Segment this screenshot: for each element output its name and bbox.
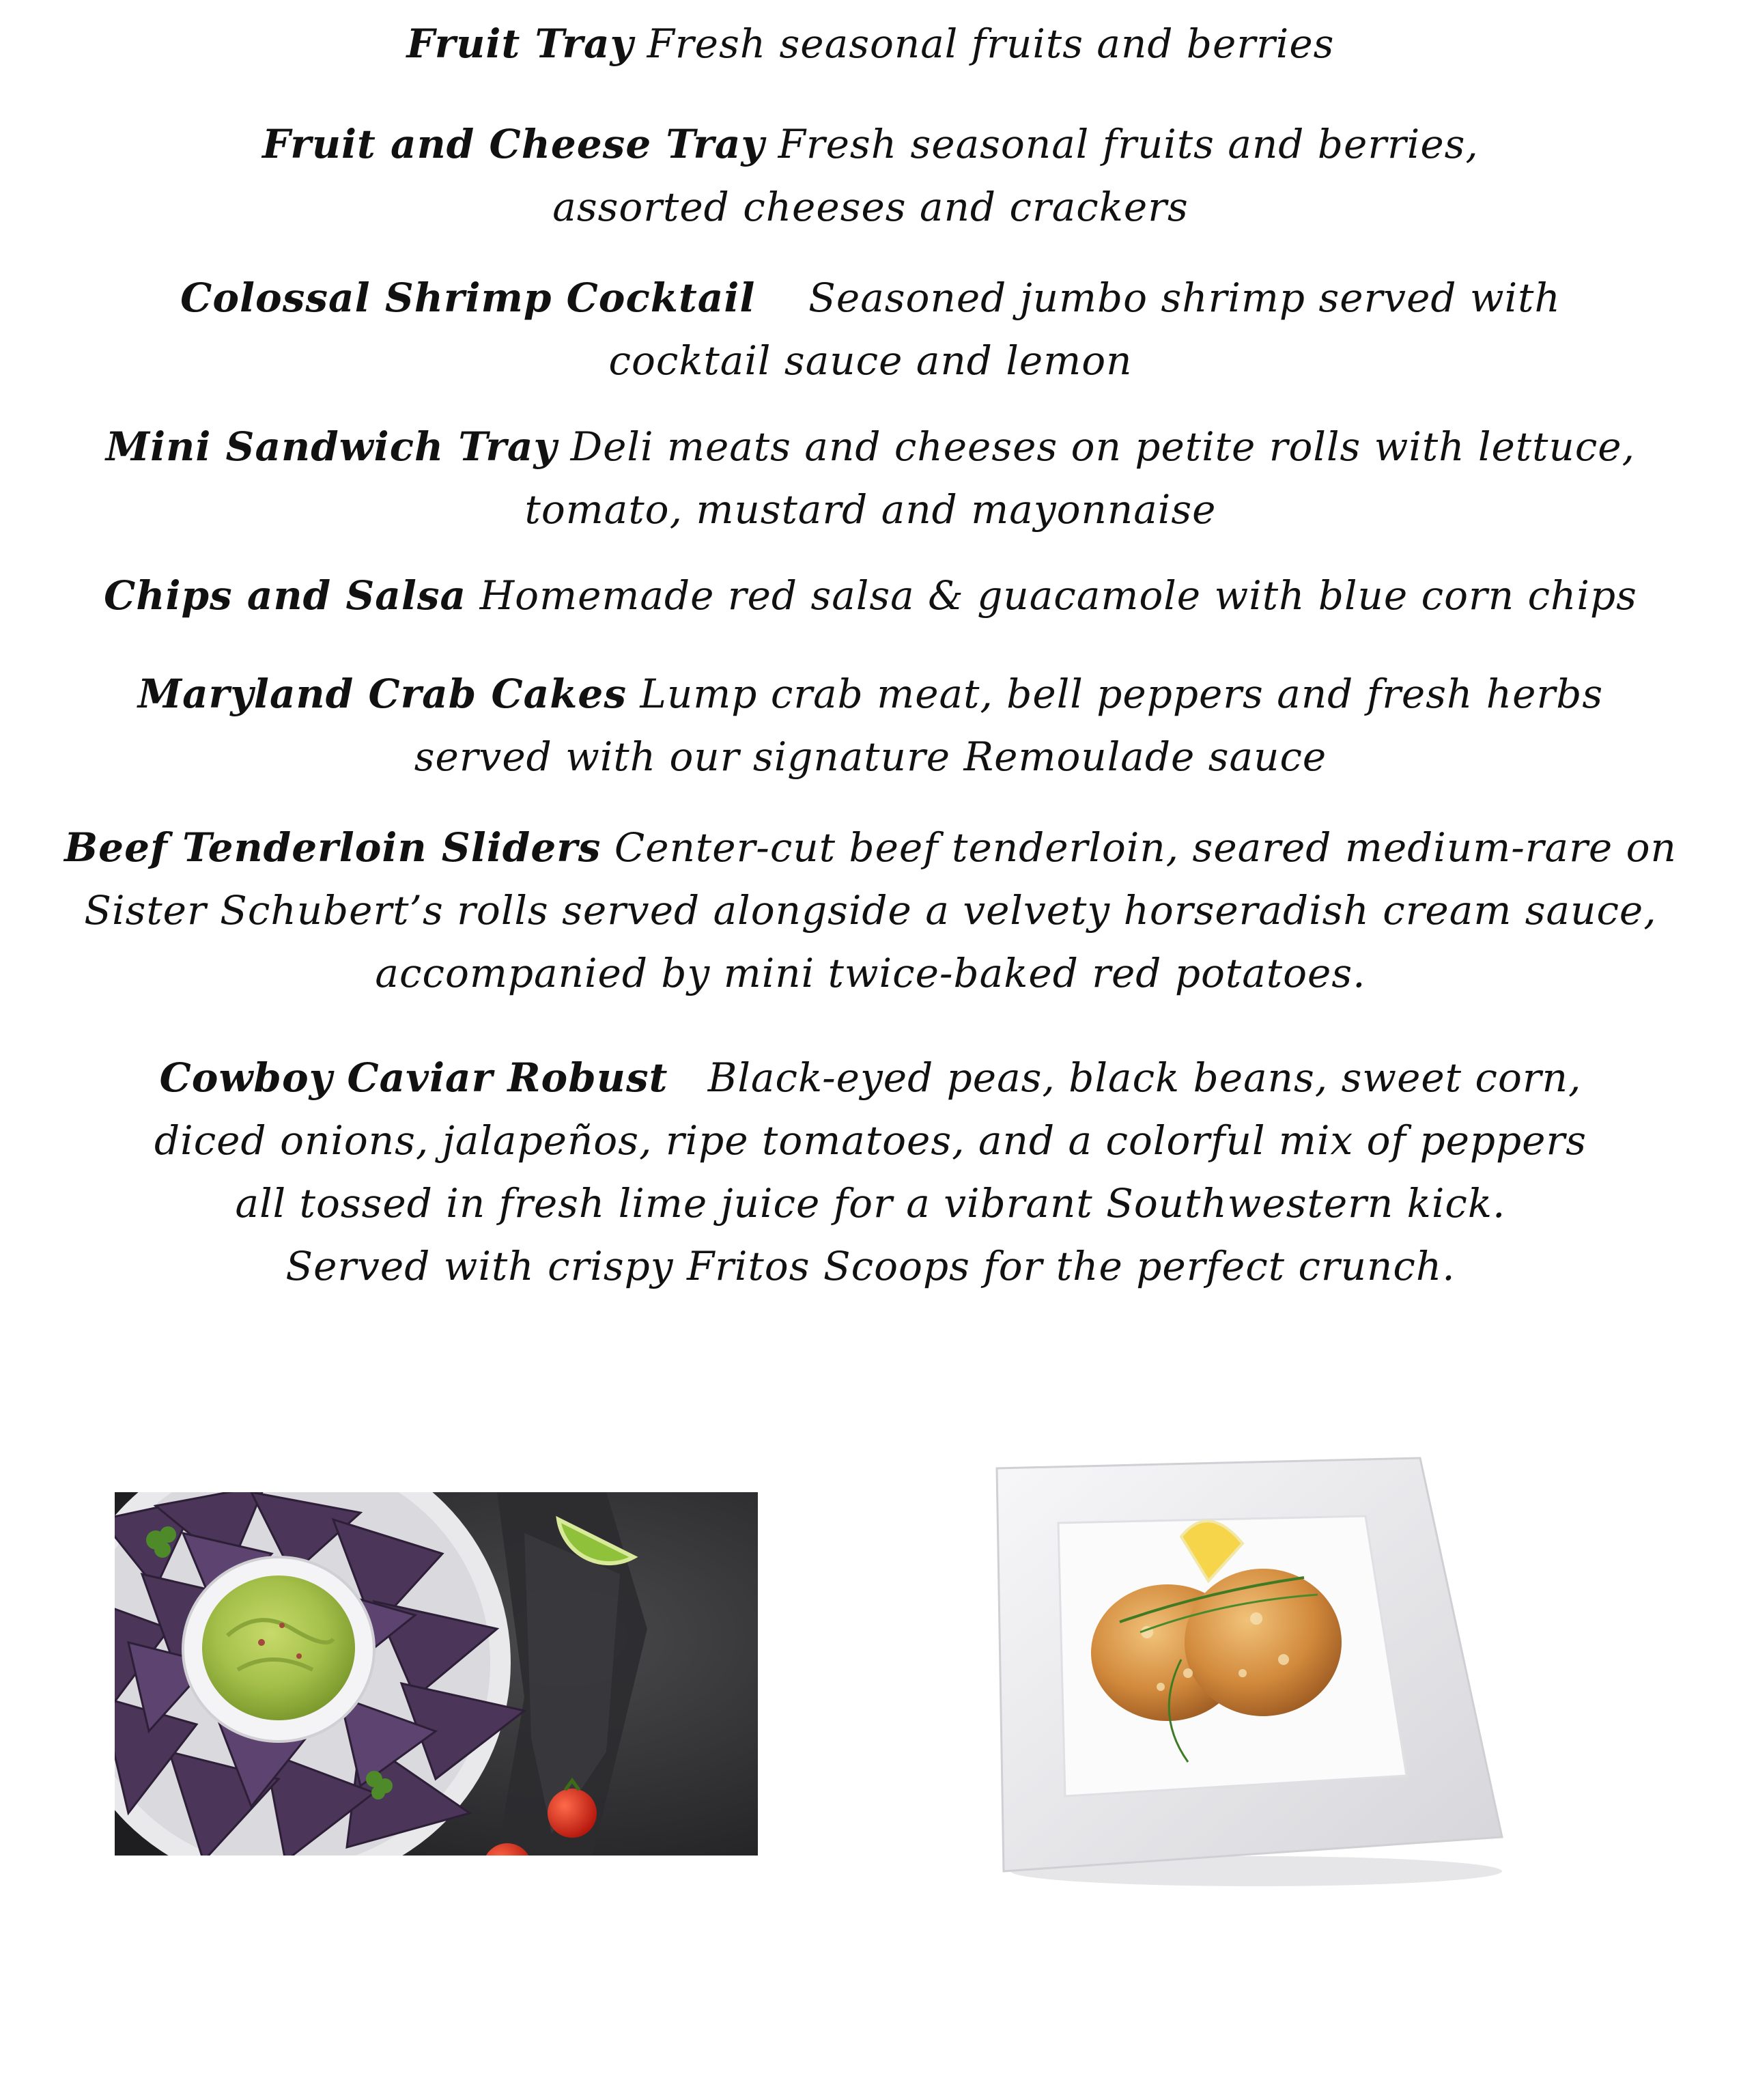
menu-item-crab-cakes — [0, 662, 1741, 788]
menu-item-fruit-tray — [0, 12, 1741, 75]
item-description: Fresh seasonal fruits and berries, — [778, 121, 1479, 167]
item-description: assorted cheeses and crackers — [552, 184, 1189, 230]
item-name: Fruit and Cheese Tray — [262, 121, 765, 167]
crab-cakes-image — [983, 1455, 1516, 1892]
item-name: Mini Sandwich Tray — [105, 423, 558, 470]
item-description: accompanied by mini twice-baked red potatoes. — [375, 950, 1366, 996]
item-description: Sister Schubert’s rolls served alongside a velvety horseradish cream sauce, — [84, 887, 1657, 934]
menu-item-cowboy-caviar — [0, 1046, 1741, 1298]
item-description: cocktail sauce and lemon — [608, 337, 1133, 384]
chips-guacamole-image — [115, 1492, 758, 1856]
item-description: all tossed in fresh lime juice for a vibrant Southwestern kick. — [235, 1180, 1506, 1227]
item-description: Center-cut beef tenderloin, seared medium-rare on — [614, 824, 1677, 871]
item-description: served with our signature Remoulade sauce — [414, 733, 1327, 780]
menu-item-beef-sliders — [0, 816, 1741, 1005]
item-name: Maryland Crab Cakes — [137, 671, 627, 717]
menu-item-fruit-cheese-tray — [0, 113, 1741, 238]
menu-item-chips-salsa — [0, 564, 1741, 627]
menu-item-mini-sandwich-tray — [0, 415, 1741, 541]
item-name: Beef Tenderloin Sliders — [64, 824, 601, 871]
item-description: Seasoned jumbo shrimp served with — [808, 275, 1561, 321]
crab-cakes-photo — [983, 1455, 1516, 1892]
item-name: Fruit Tray — [406, 20, 634, 67]
item-description: Deli meats and cheeses on petite rolls with lettuce, — [570, 423, 1636, 470]
item-description: Black-eyed peas, black beans, sweet corn, — [707, 1054, 1582, 1101]
item-name: Cowboy Caviar Robust — [159, 1054, 668, 1101]
item-description: tomato, mustard and mayonnaise — [524, 486, 1217, 533]
chips-guacamole-photo — [115, 1492, 758, 1856]
item-name: Chips and Salsa — [104, 572, 467, 619]
menu-item-shrimp-cocktail — [0, 266, 1741, 392]
item-description: diced onions, jalapeños, ripe tomatoes, and a colorful mix of peppers — [154, 1117, 1587, 1164]
item-description: Homemade red salsa & guacamole with blue corn chips — [479, 572, 1637, 619]
item-name: Colossal Shrimp Cocktail — [180, 275, 756, 321]
item-description: Lump crab meat, bell peppers and fresh herbs — [640, 671, 1604, 717]
item-description: Fresh seasonal fruits and berries — [647, 20, 1335, 67]
item-description: Served with crispy Fritos Scoops for the perfect crunch. — [285, 1243, 1456, 1289]
